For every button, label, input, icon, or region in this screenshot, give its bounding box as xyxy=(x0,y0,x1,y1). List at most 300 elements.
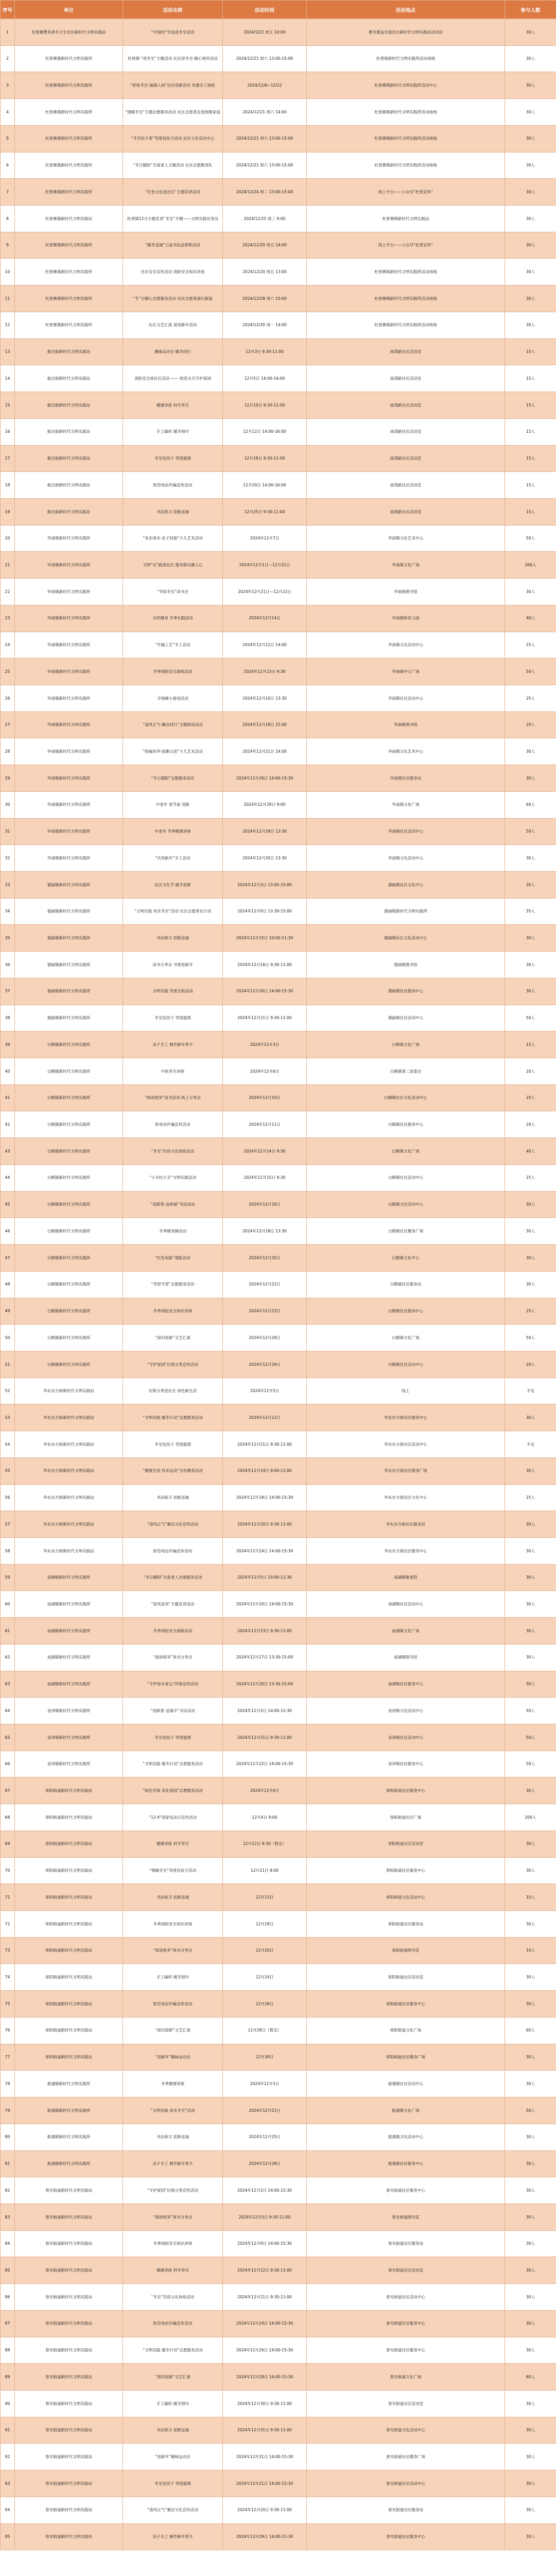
table-row xyxy=(1,1484,556,1511)
cell-activity-name: “情暖冬至”邻里包饺子活动 xyxy=(123,1857,223,1884)
cell-participants: 25人 xyxy=(505,1298,556,1325)
cell-activity-location: 德丽镇图书馆 xyxy=(307,952,505,978)
cell-activity-time: 2024年12月3日 14:00-15:30 xyxy=(223,1698,307,1724)
cell-activity-name: 全民健身 冬季长跑活动 xyxy=(123,605,223,632)
cell-unit: 常阳街道新时代文明实践站 xyxy=(15,1964,123,1991)
cell-unit: 华南镇新时代文明实践所 xyxy=(15,658,123,685)
cell-activity-name: “邻里守望”志愿服务活动 xyxy=(123,1271,223,1298)
table-row xyxy=(1,1431,556,1458)
cell-unit: 金泽镇新时代文明实践所 xyxy=(15,1724,123,1751)
table-row xyxy=(1,1618,556,1645)
cell-activity-location: 常阳街道社区服务中心 xyxy=(307,1991,505,2018)
cell-unit: 杜曾赛镇新时代文明实践所 xyxy=(15,72,123,99)
table-row xyxy=(1,1191,556,1218)
cell-participants: 30人 xyxy=(505,1618,556,1645)
cell-unit: 白鹤镇新时代文明实践所 xyxy=(15,1298,123,1325)
cell-activity-location: 华南镇文化广场 xyxy=(307,791,505,818)
cell-index: 54 xyxy=(1,1431,15,1458)
cell-activity-location: 春光街道社区活动中心 xyxy=(307,2470,505,2497)
cell-activity-location: 常阳街道文化广场 xyxy=(307,2017,505,2044)
cell-activity-name: “暖冬送福”公益书法送春联活动 xyxy=(123,232,223,259)
cell-activity-time: 2024年12月18日 13:30 xyxy=(223,1218,307,1245)
cell-participants: 200人 xyxy=(505,1804,556,1831)
cell-activity-name: 中医养生讲座 xyxy=(123,1058,223,1085)
cell-participants: 30人 xyxy=(505,2390,556,2417)
cell-unit: 杜曾赛镇新时代文明实践所 xyxy=(15,45,123,72)
cell-unit: 华南镇新时代文明实践所 xyxy=(15,525,123,552)
cell-activity-time: 2024年12月21日 9:30-11:00 xyxy=(223,1724,307,1751)
cell-index: 52 xyxy=(1,1378,15,1404)
cell-participants: 30人 xyxy=(505,2150,556,2177)
cell-index: 82 xyxy=(1,2177,15,2204)
cell-index: 80 xyxy=(1,2124,15,2150)
cell-unit: 白鹤镇新时代文明实践所 xyxy=(15,1164,123,1191)
cell-participants: 30人 xyxy=(505,952,556,978)
table-row xyxy=(1,2417,556,2444)
cell-activity-name: 冬季健康讲座 xyxy=(123,2071,223,2097)
cell-activity-name: 手指操小游戏活动 xyxy=(123,685,223,711)
cell-participants: 15人 xyxy=(505,445,556,472)
cell-unit: 春光街道新时代文明实践站 xyxy=(15,2284,123,2311)
cell-activity-time: 2024年12月15日 9:30 xyxy=(223,1164,307,1191)
cell-activity-location: 春光街道社区活动中心 xyxy=(307,2284,505,2311)
cell-index: 85 xyxy=(1,2257,15,2284)
cell-activity-location: 南湾路社区活动室 xyxy=(307,472,505,499)
table-row xyxy=(1,818,556,845)
cell-activity-time: 12月26日 xyxy=(223,1991,307,2018)
cell-participants: 50人 xyxy=(505,2097,556,2124)
header-cell: 活动名称 xyxy=(123,1,223,19)
cell-activity-location: 杜曾赛镇新时代文明实践所活动场地 xyxy=(307,259,505,285)
cell-unit: 白鹤镇新时代文明实践所 xyxy=(15,1138,123,1165)
cell-activity-location: 杜曾赛镇新时代文明实践所活动场地 xyxy=(307,152,505,179)
cell-index: 42 xyxy=(1,1111,15,1138)
cell-activity-location: 春光街道社区服务站 xyxy=(307,2497,505,2523)
cell-participants: 30人 xyxy=(505,1191,556,1218)
cell-index: 66 xyxy=(1,1751,15,1777)
cell-participants: 不定 xyxy=(505,1378,556,1404)
table-row xyxy=(1,765,556,792)
cell-activity-location: 华东东方街社区服务中心 xyxy=(307,1537,505,1564)
cell-activity-location: 华东东方街社区文化中心 xyxy=(307,1484,505,1511)
cell-activity-name: “文明实践 欢乐冬至”活动 xyxy=(123,2097,223,2124)
cell-activity-name: “冬日暖阳”关爱老人主题活动 社区志愿服务队 xyxy=(123,152,223,179)
cell-unit: 华东东方街新时代文明实践站 xyxy=(15,1404,123,1431)
cell-activity-time: 2024年12月21日 9:30-11:00 xyxy=(223,2284,307,2311)
cell-activity-location: 线上 xyxy=(307,1378,505,1404)
cell-index: 1 xyxy=(1,19,15,46)
table-row xyxy=(1,2523,556,2550)
cell-index: 58 xyxy=(1,1537,15,1564)
cell-activity-name: 书法练习 迎新送福 xyxy=(123,2124,223,2150)
table-row xyxy=(1,925,556,952)
cell-activity-name: “文明实践 暖冬行动”志愿服务活动 xyxy=(123,2337,223,2364)
cell-activity-name: 冬至包饺子 邻里温情 xyxy=(123,1724,223,1751)
cell-activity-name: 冬季消防安全知识讲座 xyxy=(123,1911,223,1938)
cell-participants: 20人 xyxy=(505,711,556,738)
cell-activity-name: 手工编织 暖冬围巾 xyxy=(123,418,223,445)
table-row xyxy=(1,2124,556,2150)
cell-activity-name: 冬至包饺子 邻里温情 xyxy=(123,1005,223,1031)
cell-unit: 华东东方街新时代文明实践站 xyxy=(15,1431,123,1458)
table-row xyxy=(1,1671,556,1698)
cell-activity-name: “小手拉大手”文明实践活动 xyxy=(123,1164,223,1191)
cell-activity-name: 防范电信诈骗宣传活动 xyxy=(123,1991,223,2018)
cell-index: 89 xyxy=(1,2364,15,2391)
cell-participants: 30人 xyxy=(505,2177,556,2204)
cell-index: 24 xyxy=(1,632,15,658)
table-row xyxy=(1,605,556,632)
cell-unit: 春光街道新时代文明实践站 xyxy=(15,2337,123,2364)
cell-activity-name: “迎新年”趣味运动会 xyxy=(123,2444,223,2470)
cell-index: 63 xyxy=(1,1671,15,1698)
cell-activity-time: 2024/12/21 周六 13:00-15:00 xyxy=(223,125,307,152)
cell-activity-time: 2024年12月20日 9:30-11:00 xyxy=(223,2497,307,2523)
table-row xyxy=(1,1511,556,1538)
cell-participants: 30人 xyxy=(505,259,556,285)
table-row xyxy=(1,1058,556,1085)
cell-unit: 杜曾赛慧务者冬天生住区新时代文明实践站 xyxy=(15,19,123,46)
header-cell: 活动时间 xyxy=(223,1,307,19)
cell-participants: 30人 xyxy=(505,72,556,99)
cell-unit: 华南镇新时代文明实践所 xyxy=(15,845,123,872)
cell-unit: 华南镇新时代文明实践所 xyxy=(15,579,123,605)
table-row xyxy=(1,1111,556,1138)
cell-activity-time: 2024年12月30日 13:30 xyxy=(223,845,307,872)
cell-unit: 华南镇新时代文明实践所 xyxy=(15,632,123,658)
cell-activity-time: 2024年12月21日—12月22日 xyxy=(223,579,307,605)
cell-unit: 杜曾赛镇新时代文明实践所 xyxy=(15,232,123,259)
cell-activity-name: “冬至饺子香”邻里包饺子活动 社区文化活动中心 xyxy=(123,125,223,152)
cell-activity-location: 华南镇社区活动中心 xyxy=(307,818,505,845)
cell-index: 71 xyxy=(1,1884,15,1911)
cell-index: 49 xyxy=(1,1298,15,1325)
cell-activity-time: 2024年12月12日 xyxy=(223,1404,307,1431)
cell-participants: 50人 xyxy=(505,658,556,685)
cell-unit: 白鹤镇新时代文明实践所 xyxy=(15,1245,123,1272)
cell-unit: 振达街新时代文明实践站 xyxy=(15,338,123,365)
cell-activity-time: 2024年12月31日 9:30-11:00 xyxy=(223,2417,307,2444)
table-row xyxy=(1,685,556,711)
table-row xyxy=(1,2310,556,2337)
cell-index: 9 xyxy=(1,232,15,259)
cell-activity-time: 12月24日 xyxy=(223,1964,307,1991)
cell-activity-name: “辞旧迎新”文艺汇演 xyxy=(123,2017,223,2044)
cell-participants: 30人 xyxy=(505,2310,556,2337)
cell-activity-location: 南湾路社区活动室 xyxy=(307,338,505,365)
cell-activity-location: 华南镇社区活动中心 xyxy=(307,685,505,711)
cell-activity-time: 2024/12/21 周六 14:00 xyxy=(223,99,307,126)
cell-activity-location: 南湾路社区活动室 xyxy=(307,418,505,445)
cell-unit: 春光街道新时代文明实践站 xyxy=(15,2470,123,2497)
cell-unit: 振通镇新时代文明实践所 xyxy=(15,2071,123,2097)
cell-activity-time: 12月25日 9:30-11:00 xyxy=(223,498,307,525)
cell-unit: 常阳街道新时代文明实践站 xyxy=(15,1857,123,1884)
cell-participants: 10人 xyxy=(505,1884,556,1911)
cell-activity-location: 南湖镇图书馆 xyxy=(307,1644,505,1671)
cell-participants: 40人 xyxy=(505,1138,556,1165)
table-row xyxy=(1,658,556,685)
cell-activity-location: 线上平台——公众号“杜曾宣传” xyxy=(307,232,505,259)
table-row xyxy=(1,1164,556,1191)
cell-activity-time: 2024年12月9日 13:30-15:00 xyxy=(223,898,307,925)
cell-index: 15 xyxy=(1,392,15,419)
cell-activity-name: “清风正气”廉洁文化宣传活动 xyxy=(123,2497,223,2523)
cell-activity-name: 冬季消防安全知识讲座 xyxy=(123,2230,223,2257)
cell-activity-location: 振通镇社区活动中心 xyxy=(307,2071,505,2097)
cell-unit: 振达街新时代文明实践站 xyxy=(15,365,123,392)
cell-activity-time: 12月12日 9:30（暂定） xyxy=(223,1831,307,1857)
cell-activity-location: 白鹤镇社区活动中心 xyxy=(307,1351,505,1378)
cell-activity-name: “清风正气·廉洁同行”主题阅读活动 xyxy=(123,711,223,738)
cell-activity-name: 文明“实”践进社区 服务群众暖人心 xyxy=(123,552,223,579)
cell-activity-name: 杜曾镇12月主题宣讲“冬至”专题——文明实践在身边 xyxy=(123,206,223,232)
cell-activity-name: “迎新年”趣味运动会 xyxy=(123,2044,223,2071)
cell-unit: 华南镇新时代文明实践所 xyxy=(15,791,123,818)
cell-participants: 30人 xyxy=(505,2124,556,2150)
cell-index: 68 xyxy=(1,1804,15,1831)
cell-activity-location: 白鹤镇社区服务站 xyxy=(307,1271,505,1298)
cell-unit: 春光街道新时代文明实践站 xyxy=(15,2417,123,2444)
table-row xyxy=(1,711,556,738)
cell-index: 93 xyxy=(1,2470,15,2497)
cell-activity-location: 白鹤镇文化活动中心 xyxy=(307,1191,505,1218)
cell-index: 2 xyxy=(1,45,15,72)
cell-activity-time: 2024年12月29日 14:00-15:30 xyxy=(223,2523,307,2550)
cell-activity-name: “阅读悦享”读书分享会 xyxy=(123,2204,223,2230)
cell-activity-time: 2024年12月21日 14:00 xyxy=(223,738,307,765)
cell-unit: 杜曾赛镇新时代文明实践站 xyxy=(15,206,123,232)
cell-activity-time: 2024年12月25日 xyxy=(223,2124,307,2150)
table-row xyxy=(1,2204,556,2230)
cell-unit: 春光街道新时代文明实践站 xyxy=(15,2257,123,2284)
table-row xyxy=(1,232,556,259)
table-row xyxy=(1,1298,556,1325)
cell-unit: 南湖镇新时代文明实践所 xyxy=(15,1564,123,1591)
table-row xyxy=(1,1937,556,1964)
cell-index: 16 xyxy=(1,418,15,445)
cell-activity-time: 2024年12月24日 14:00-15:30 xyxy=(223,2310,307,2337)
cell-unit: 白鹤镇新时代文明实践所 xyxy=(15,1325,123,1351)
cell-participants: 25人 xyxy=(505,632,556,658)
cell-activity-time: 2024年12月30日 9:30-11:00 xyxy=(223,2390,307,2417)
cell-activity-location: 曹冬塞益共度住区新时代文明实践站活动站 xyxy=(307,19,505,46)
table-row xyxy=(1,45,556,72)
cell-unit: 白鹤镇新时代文明实践所 xyxy=(15,1058,123,1085)
cell-unit: 振达街新时代文明实践站 xyxy=(15,445,123,472)
cell-index: 19 xyxy=(1,498,15,525)
cell-unit: 白鹤镇新时代文明实践所 xyxy=(15,1111,123,1138)
cell-activity-name: “家风家训”主题宣讲活动 xyxy=(123,1591,223,1618)
cell-activity-time: 2024年12月28日 9:00 xyxy=(223,791,307,818)
cell-participants: 30人 xyxy=(505,1857,556,1884)
cell-activity-name: “迎新春 送祝福”书法活动 xyxy=(123,1191,223,1218)
cell-activity-time: 2024年12月13日 9:30-11:00 xyxy=(223,1618,307,1645)
cell-activity-location: 杜曾赛镇新时代文明实践所活动中心 xyxy=(307,72,505,99)
cell-participants: 30人 xyxy=(505,978,556,1005)
cell-unit: 德丽镇新时代文明实践所 xyxy=(15,872,123,899)
table-row xyxy=(1,1218,556,1245)
table-row xyxy=(1,1804,556,1831)
cell-index: 21 xyxy=(1,552,15,579)
cell-unit: 杜曾赛镇新时代文明实践所 xyxy=(15,179,123,206)
cell-activity-time: 2024年12月29日 xyxy=(223,1351,307,1378)
cell-participants: 30人 xyxy=(505,1218,556,1245)
cell-unit: 金泽镇新时代文明实践所 xyxy=(15,1751,123,1777)
cell-index: 44 xyxy=(1,1164,15,1191)
cell-index: 18 xyxy=(1,472,15,499)
cell-activity-location: 白鹤镇文化中心 xyxy=(307,1245,505,1272)
table-row xyxy=(1,1911,556,1938)
cell-activity-time: 12月20日 xyxy=(223,1937,307,1964)
cell-index: 61 xyxy=(1,1618,15,1645)
cell-activity-location: 金泽镇社区活动中心 xyxy=(307,1724,505,1751)
cell-activity-location: 德丽镇社区服务中心 xyxy=(307,978,505,1005)
cell-activity-name: “健康生活 快乐运动”全民健身活动 xyxy=(123,1458,223,1484)
cell-index: 48 xyxy=(1,1271,15,1298)
cell-participants: 35人 xyxy=(505,872,556,899)
cell-activity-name: “绿色环保 美化家园”志愿服务活动 xyxy=(123,1777,223,1804)
cell-activity-location: 常阳街道社区服务中心 xyxy=(307,1777,505,1804)
table-row xyxy=(1,2044,556,2071)
cell-participants: 30人 xyxy=(505,2523,556,2550)
cell-activity-location: 春光街道社区服务中心 xyxy=(307,2523,505,2550)
cell-index: 30 xyxy=(1,791,15,818)
table-row xyxy=(1,1351,556,1378)
cell-activity-name: “文明实践 欢乐冬至”活动 社区志愿者在行动 xyxy=(123,898,223,925)
cell-activity-name: “欢乐周末·亲子同游”少儿艺术活动 xyxy=(123,525,223,552)
cell-unit: 春光街道新时代文明实践站 xyxy=(15,2497,123,2523)
cell-activity-time: 2024年12月12日 9:30-11:00 xyxy=(223,2257,307,2284)
cell-unit: 白鹤镇新时代文明实践所 xyxy=(15,1271,123,1298)
cell-index: 64 xyxy=(1,1698,15,1724)
cell-index: 77 xyxy=(1,2044,15,2071)
cell-participants: 30人 xyxy=(505,579,556,605)
cell-activity-time: 2024/12/21 周六 13:00-15:00 xyxy=(223,152,307,179)
cell-unit: 华东东方街新时代文明实践站 xyxy=(15,1537,123,1564)
cell-activity-name: “绘编风华·国潮文创”少儿艺术活动 xyxy=(123,738,223,765)
cell-activity-time: 12月28日（暂定） xyxy=(223,2017,307,2044)
cell-activity-name: 手工编织 暖冬围巾 xyxy=(123,2390,223,2417)
cell-unit: 常阳街道新时代文明实践站 xyxy=(15,1991,123,2018)
cell-activity-location: 白鹤镇社区活动中心 xyxy=(307,1164,505,1191)
cell-activity-time: 2024年12月28日 xyxy=(223,2150,307,2177)
cell-participants: 30人 xyxy=(505,1644,556,1671)
cell-activity-location: 白鹤镇社区健身广场 xyxy=(307,1218,505,1245)
cell-activity-time: 2024年12月21日 9:30-11:00 xyxy=(223,1005,307,1031)
cell-participants: 60人 xyxy=(505,2017,556,2044)
cell-index: 74 xyxy=(1,1964,15,1991)
cell-participants: 30人 xyxy=(505,2071,556,2097)
cell-index: 5 xyxy=(1,125,15,152)
cell-activity-location: 华南镇文化艺术中心 xyxy=(307,738,505,765)
table-row xyxy=(1,2150,556,2177)
cell-index: 73 xyxy=(1,1937,15,1964)
cell-participants: 30人 xyxy=(505,1458,556,1484)
cell-unit: 德丽镇新时代文明实践所 xyxy=(15,898,123,925)
cell-activity-name: “冬”日暖心志愿服务活动 社区志愿者清扫街道 xyxy=(123,285,223,312)
cell-activity-time: 12月21日 9:00 xyxy=(223,1857,307,1884)
cell-activity-location: 常阳街道社区活动室 xyxy=(307,1831,505,1857)
cell-index: 39 xyxy=(1,1031,15,1058)
cell-activity-name: 防范电信诈骗宣传活动 xyxy=(123,472,223,499)
cell-participants: 20人 xyxy=(505,1351,556,1378)
cell-index: 7 xyxy=(1,179,15,206)
cell-activity-name: “守护家园”垃圾分类宣传活动 xyxy=(123,2177,223,2204)
cell-activity-time: 2024年12月20日 14:00-15:30 xyxy=(223,978,307,1005)
cell-participants: 30人 xyxy=(505,1964,556,1991)
cell-activity-time: 2024年12月10日 13:30 xyxy=(223,685,307,711)
table-row xyxy=(1,2390,556,2417)
cell-activity-location: 白鹤镇文化广场 xyxy=(307,1138,505,1165)
cell-activity-time: 2024/12/25 周三 9:00 xyxy=(223,206,307,232)
cell-participants: 15人 xyxy=(505,365,556,392)
table-row xyxy=(1,632,556,658)
cell-activity-location: 华东东方街社区活动中心 xyxy=(307,1431,505,1458)
cell-unit: 华南镇新时代文明实践所 xyxy=(15,765,123,792)
cell-activity-location: 常阳街道社区服务站 xyxy=(307,1911,505,1938)
cell-activity-location: 常阳街道文化活动中心 xyxy=(307,1884,505,1911)
cell-participants: 15人 xyxy=(505,392,556,419)
header-row xyxy=(1,1,556,19)
cell-index: 34 xyxy=(1,898,15,925)
cell-participants: 200人 xyxy=(505,552,556,579)
cell-activity-name: 健康讲座 科学养生 xyxy=(123,1831,223,1857)
cell-activity-location: 白鹤镇文化广场 xyxy=(307,1325,505,1351)
cell-unit: 华南镇新时代文明实践所 xyxy=(15,818,123,845)
cell-unit: 白鹤镇新时代文明实践所 xyxy=(15,1031,123,1058)
cell-activity-time: 2024/12/20 周五 13:00 xyxy=(223,259,307,285)
cell-activity-location: 常阳街道社区活动室 xyxy=(307,1964,505,1991)
cell-activity-time: 2024年12月22日 14:00-15:30 xyxy=(223,1751,307,1777)
cell-index: 65 xyxy=(1,1724,15,1751)
cell-unit: 杜曾赛镇新时代文明实践所 xyxy=(15,125,123,152)
cell-participants: 30人 xyxy=(505,1404,556,1431)
cell-unit: 华南镇新时代文明实践所 xyxy=(15,711,123,738)
cell-activity-location: 华南镇图书馆 xyxy=(307,579,505,605)
cell-unit: 华东东方街新时代文明实践站 xyxy=(15,1511,123,1538)
cell-activity-time: 2024年12月31日 14:00-15:30 xyxy=(223,2444,307,2470)
table-row xyxy=(1,1777,556,1804)
cell-participants: 50人 xyxy=(505,1751,556,1777)
cell-activity-location: 春光街道社区服务站 xyxy=(307,2230,505,2257)
cell-unit: 振通镇新时代文明实践所 xyxy=(15,2097,123,2124)
cell-activity-location: 常阳街道社区健身广场 xyxy=(307,2044,505,2071)
table-row xyxy=(1,2230,556,2257)
cell-index: 23 xyxy=(1,605,15,632)
cell-activity-location: 常阳街道社区服务中心 xyxy=(307,1857,505,1884)
cell-activity-name: “冬至”民俗文化体验活动 xyxy=(123,1138,223,1165)
cell-activity-location: 春光街道图书室 xyxy=(307,2204,505,2230)
cell-activity-time: 2024年12月16日 9:30-11:00 xyxy=(223,952,307,978)
cell-participants: 30人 xyxy=(505,1537,556,1564)
cell-activity-name: 社区文化节 暖冬迎新 xyxy=(123,872,223,899)
cell-activity-name: “冬至”民俗文化体验活动 xyxy=(123,2284,223,2311)
cell-activity-location: 华南镇社区服务站 xyxy=(307,765,505,792)
cell-activity-location: 华南镇文化活动中心 xyxy=(307,845,505,872)
cell-participants: 30人 xyxy=(505,845,556,872)
cell-participants: 50人 xyxy=(505,818,556,845)
cell-index: 75 xyxy=(1,1991,15,2018)
cell-participants: 30人 xyxy=(505,1911,556,1938)
table-row xyxy=(1,898,556,925)
cell-activity-name: “红色电影”观影活动 xyxy=(123,1245,223,1272)
cell-activity-time: 12月18日 9:30-11:00 xyxy=(223,445,307,472)
cell-unit: 常阳街道新时代文明实践站 xyxy=(15,2044,123,2071)
table-row xyxy=(1,1831,556,1857)
cell-activity-time: 2024/12/6~12/22 xyxy=(223,72,307,99)
cell-unit: 白鹤镇新时代文明实践所 xyxy=(15,1084,123,1111)
